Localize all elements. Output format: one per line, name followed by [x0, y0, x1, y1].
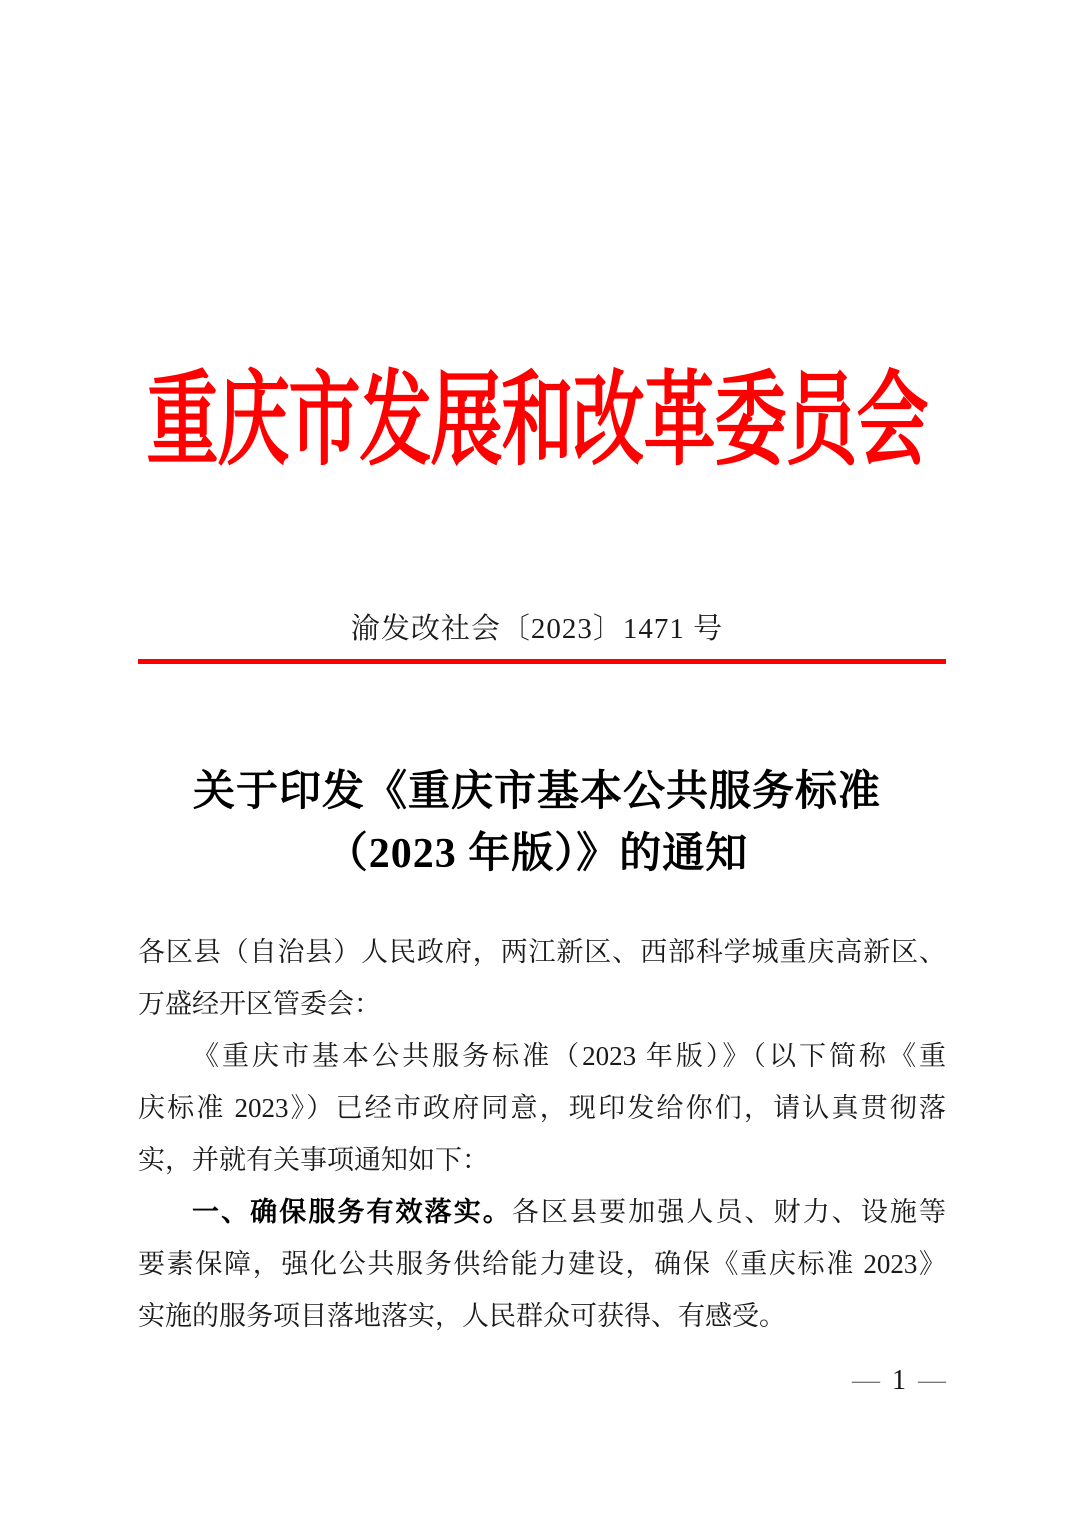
body-text — [138, 926, 946, 1342]
page-number-right-dash: — — [918, 1365, 946, 1396]
para2-rest: 各区县要加强人员、财力、设施等 — [511, 1197, 947, 1227]
red-divider-line — [138, 659, 946, 664]
notice-title — [0, 761, 1074, 885]
doc-reference-number: 渝发改社会〔2023〕1471 号 — [350, 613, 724, 645]
body-line-para2-3: 实施的服务项目落地落实，人民群众可获得、有感受。 — [138, 1301, 786, 1331]
body-line-para2-2: 要素保障，强化公共服务供给能力建设，确保《重庆标准 2023》 — [138, 1249, 946, 1279]
notice-title-line-1: 关于印发《重庆市基本公共服务标准 — [192, 769, 881, 815]
body-line-para1-1: 《重庆市基本公共服务标准（2023 年版）》（以下简称《重 — [192, 1041, 946, 1071]
body-line-salutation-1: 各区县（自治县）人民政府，两江新区、西部科学城重庆高新区、 — [138, 937, 946, 967]
page-number-left-dash: — — [852, 1365, 880, 1396]
body-line-para1-2: 庆标准 2023》）已经市政府同意，现印发给你们，请认真贯彻落 — [138, 1093, 946, 1123]
body-line-para2-1 — [138, 1186, 946, 1238]
para2-bold-lead: 一、确保服务有效落实。 — [192, 1197, 512, 1227]
body-line-salutation-2: 万盛经开区管委会： — [138, 989, 381, 1019]
notice-title-line-2: （2023 年版）》的通知 — [325, 831, 749, 877]
agency-masthead: 重庆市发展和改革委员会 — [146, 364, 928, 478]
page-number: 1 — [892, 1365, 906, 1396]
page-footer — [138, 1362, 946, 1400]
body-line-para1-3: 实，并就有关事项通知如下： — [138, 1145, 489, 1175]
